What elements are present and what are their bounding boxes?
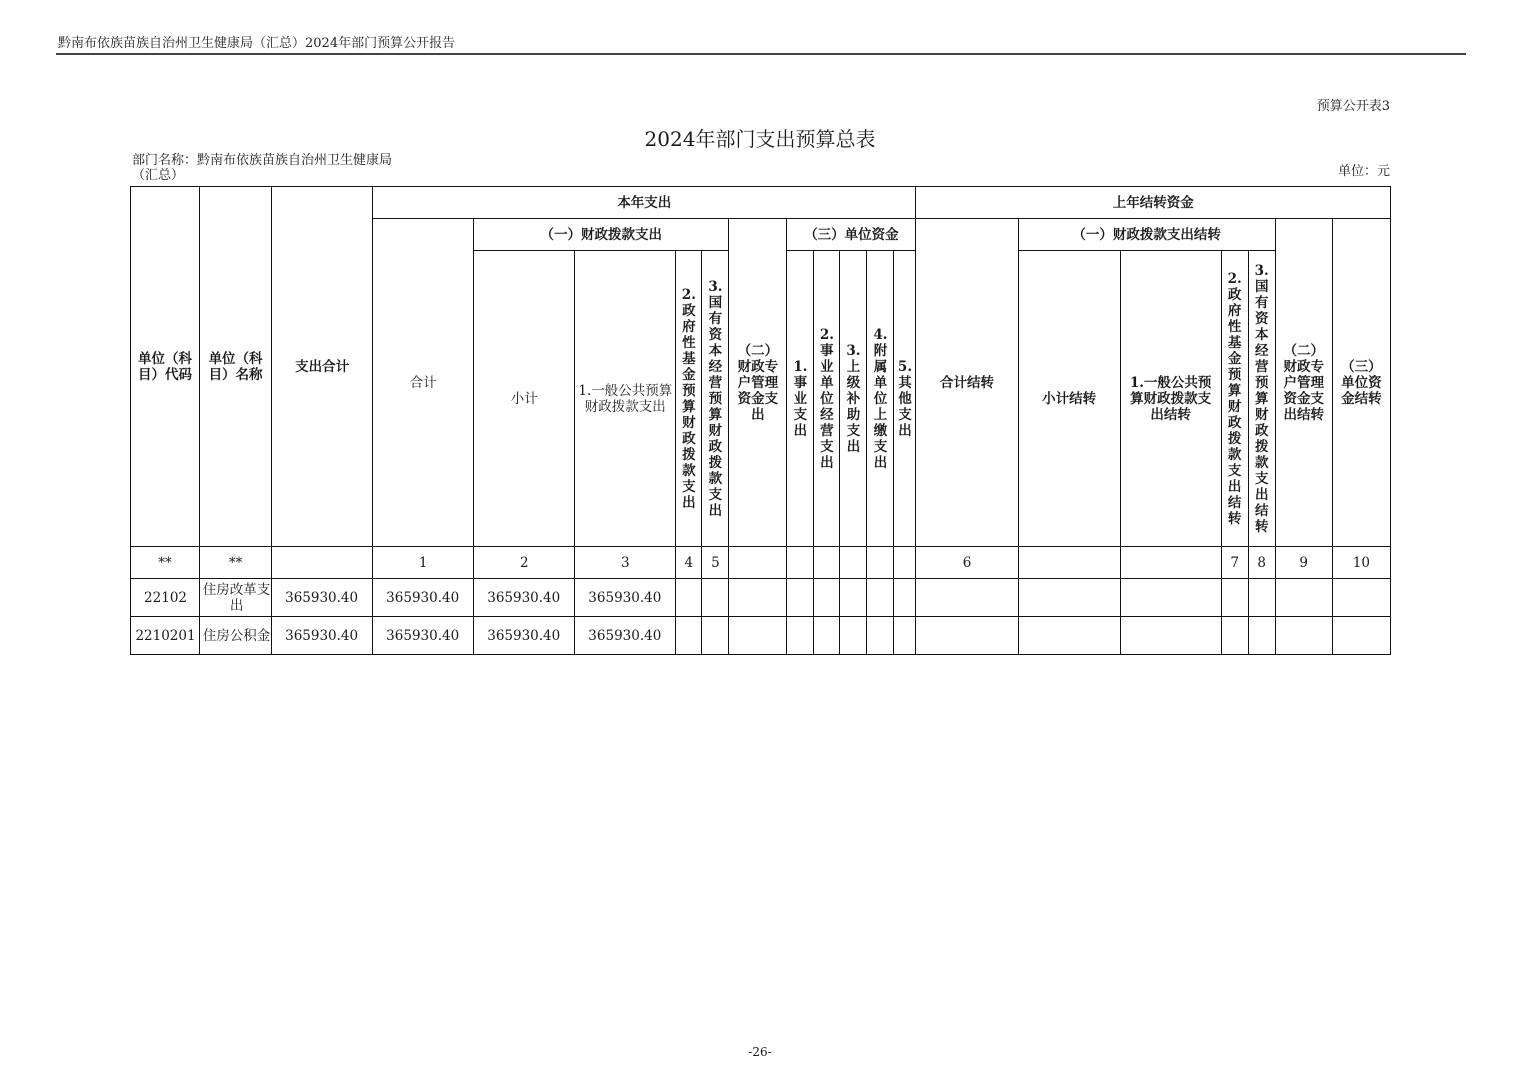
running-header: 黔南布依族苗族自治州卫生健康局（汇总）2024年部门预算公开报告	[58, 36, 456, 51]
index-cell	[272, 547, 373, 579]
index-cell: 8	[1248, 547, 1275, 579]
header-py-unit: （三）单位资金结转	[1332, 219, 1390, 547]
index-cell: 9	[1275, 547, 1332, 579]
index-cell	[1018, 547, 1120, 579]
header-cy-unit: （三）单位资金	[787, 219, 916, 251]
index-cell	[867, 547, 894, 579]
index-cell: 7	[1221, 547, 1248, 579]
header-code: 单位（科目）代码	[131, 187, 200, 547]
index-cell	[894, 547, 916, 579]
row-name: 住房改革支出	[200, 579, 272, 617]
header-u1: 1.事业支出	[787, 251, 814, 547]
index-cell: 3	[575, 547, 676, 579]
budget-table	[130, 186, 1391, 655]
header-py-subtotal: 小计结转	[1018, 251, 1120, 547]
header-u3: 3.上级补助支出	[840, 251, 867, 547]
header-u5: 5.其他支出	[894, 251, 916, 547]
row-cy-general: 365930.40	[575, 579, 676, 617]
header-cy-gov-fund: 2.政府性基金预算财政拨款支出	[676, 251, 702, 547]
header-name: 单位（科目）名称	[200, 187, 272, 547]
row-cy-subtotal: 365930.40	[474, 617, 575, 655]
table-row	[131, 579, 1391, 617]
index-cell	[840, 547, 867, 579]
header-cy-state-capital: 3.国有资本经营预算财政拨款支出	[702, 251, 729, 547]
header-py-gov-fund: 2.政府性基金预算财政拨款支出结转	[1221, 251, 1248, 547]
row-code: 2210201	[131, 617, 200, 655]
header-py-total: 合计结转	[916, 219, 1018, 547]
header-u2: 2.事业单位经营支出	[814, 251, 840, 547]
index-cell: 4	[676, 547, 702, 579]
row-total: 365930.40	[272, 617, 373, 655]
row-cy-subtotal: 365930.40	[474, 579, 575, 617]
header-prior-year: 上年结转资金	[916, 187, 1391, 219]
index-cell	[814, 547, 840, 579]
header-py-state-capital: 3.国有资本经营预算财政拨款支出结转	[1248, 251, 1275, 547]
index-cell: 10	[1332, 547, 1390, 579]
row-name: 住房公积金	[200, 617, 272, 655]
department-name: 部门名称：黔南布依族苗族自治州卫生健康局（汇总）	[132, 153, 393, 183]
row-total: 365930.40	[272, 579, 373, 617]
header-py-special: （二）财政专户管理资金支出结转	[1275, 219, 1332, 547]
row-cy-general: 365930.40	[575, 617, 676, 655]
header-cy-fiscal: （一）财政拨款支出	[474, 219, 729, 251]
header-cy-total: 合计	[373, 219, 474, 547]
index-cell	[729, 547, 787, 579]
header-py-fiscal: （一）财政拨款支出结转	[1018, 219, 1275, 251]
header-cy-special: （二）财政专户管理资金支出	[729, 219, 787, 547]
index-cell: 2	[474, 547, 575, 579]
table-number: 预算公开表3	[1316, 99, 1390, 114]
unit-label: 单位：元	[1337, 164, 1390, 179]
header-current-year: 本年支出	[373, 187, 916, 219]
header-total: 支出合计	[272, 187, 373, 547]
page-title: 2024年部门支出预算总表	[644, 127, 876, 151]
table-row	[131, 617, 1391, 655]
row-cy-total: 365930.40	[373, 579, 474, 617]
index-cell	[787, 547, 814, 579]
header-u4: 4.附属单位上缴支出	[867, 251, 894, 547]
page-number: -26-	[748, 1045, 772, 1059]
header-cy-subtotal: 小计	[474, 251, 575, 547]
header-py-general: 1.一般公共预算财政拨款支出结转	[1120, 251, 1221, 547]
index-cell: 5	[702, 547, 729, 579]
index-cell: 6	[916, 547, 1018, 579]
row-code: 22102	[131, 579, 200, 617]
index-cell	[1120, 547, 1221, 579]
header-rule	[56, 53, 1466, 55]
row-cy-total: 365930.40	[373, 617, 474, 655]
header-cy-general: 1.一般公共预算财政拨款支出	[575, 251, 676, 547]
index-cell: **	[131, 547, 200, 579]
index-cell: **	[200, 547, 272, 579]
index-cell: 1	[373, 547, 474, 579]
index-row	[131, 547, 1391, 579]
